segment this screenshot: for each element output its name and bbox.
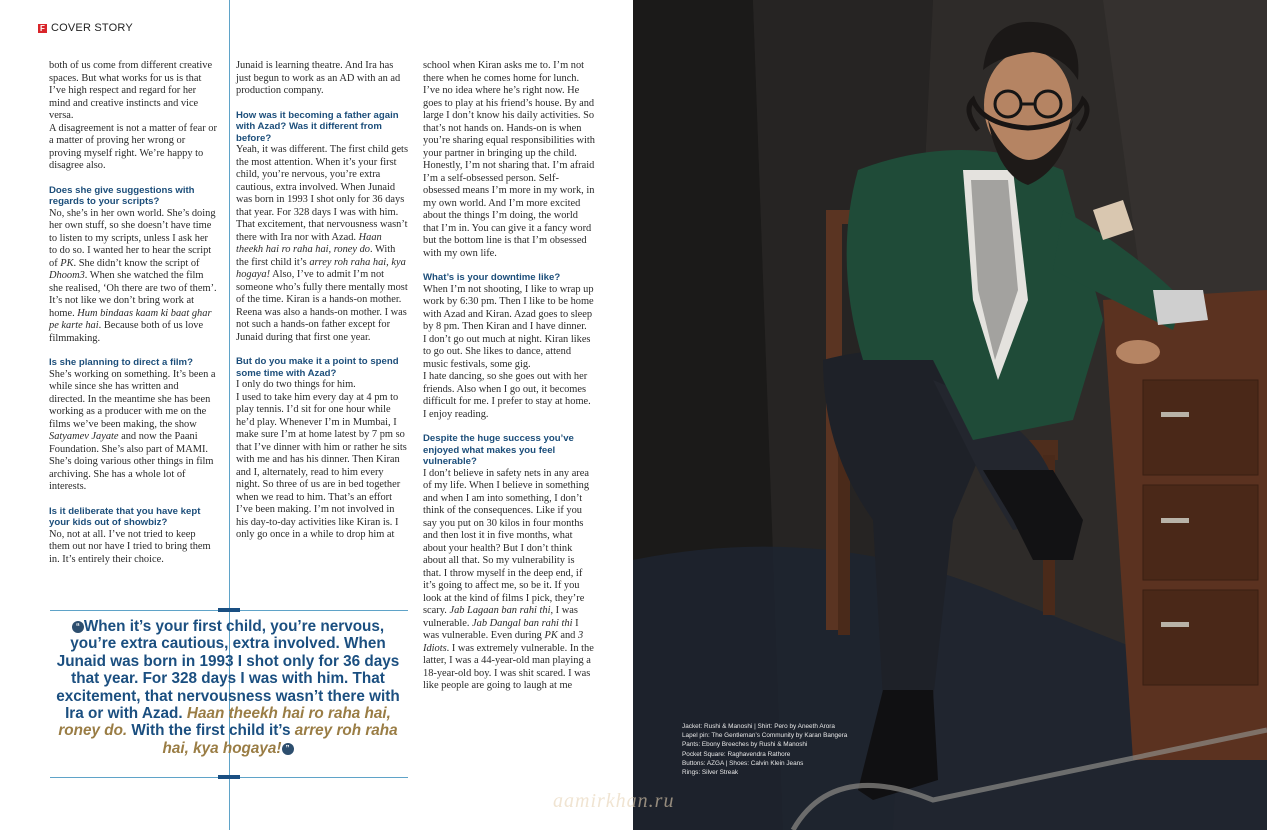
fashion-credits: Jacket: Rushi & Manoshi | Shirt: Pero by Aneeth Arora Lapel pin: The Gentleman’s Community by Karan Bangera Pants: Ebony Breeches by Rushi & Manoshi Pocket Square: Raghavendra Rathore Buttons: AZGA | Shoes: Calvin Klein Jeans Rings: Silver Streak bbox=[682, 723, 848, 777]
close-quote-icon: ” bbox=[282, 743, 294, 755]
paragraph: school when Kiran asks me to. I’m not there when he comes home for lunch. I’ve no idea where he’s right now. He goes to play at his friend’s house. By and large I don’t know his daily activities. So that’s not hands on. Hands-on is when you’re sharing equal responsibilities with your partner in bringing up the child. Honestly, I’m not sharing that. I’m afraid I’m a self-obsessed person. Self-obsessed means I’m more in my work, in my own world. And I’m more excited about the things I’m doing, the world that I’m in. You can give it a fancy word but the bottom line is that I’m obsessed with my own life. bbox=[423, 60, 595, 259]
answer-paragraph: Yeah, it was different. The first child gets the most attention. When it’s your first child, you’re nervous, you’re extra cautious, extra involved. When Junaid was born in 1993 I shot only for 36 days that year. For 328 days I was with him. That excitement, that nervousness wasn’t there with Ira nor with Azad. Haan theekh hai ro raha hai, roney do. With the first child it’s arrey roh raha hai, kya hogaya! Also, I’ve to admit I’m not someone who’s fully there mentally most of the time. Kiran is a hands-on mother. Reena was also a hands-on mother. I was not such a hands-on father except for Junaid during that first one year. bbox=[236, 144, 408, 343]
magazine-logo-icon: F bbox=[38, 24, 47, 33]
question-heading: But do you make it a point to spend some time with Azad? bbox=[236, 356, 399, 379]
column-2 bbox=[236, 60, 408, 554]
column-3 bbox=[423, 60, 595, 705]
pullquote-bottom-mark bbox=[218, 775, 240, 779]
left-page bbox=[0, 0, 633, 830]
question-heading: How was it becoming a father again with Azad? Was it different from before? bbox=[236, 109, 399, 144]
section-label: COVER STORY bbox=[51, 22, 133, 34]
answer-paragraph: No, she’s in her own world. She’s doing her own stuff, so she doesn’t have time to listen to my scripts, unless I ask her to do so. I wanted her to hear the script of PK. She didn’t know the script of Dhoom3. When she watched the film she realised, ‘Oh there are two of them’. It’s not like we don’t bring work at home. Hum bindaas kaam ki baat ghar pe karte hai. Because both of us love filmmaking. bbox=[49, 207, 217, 344]
watermark: aamirkhan.ru bbox=[553, 790, 675, 812]
question-heading: What’s is your downtime like? bbox=[423, 272, 561, 283]
answer-paragraph: No, not at all. I’ve not tried to keep them out nor have I tried to bring them in. It’s entirely their choice. bbox=[49, 528, 211, 565]
question-heading: Despite the huge success you’ve enjoyed what makes you feel vulnerable? bbox=[423, 433, 574, 467]
cover-photo bbox=[553, 0, 1267, 830]
pullquote-top-mark bbox=[218, 608, 240, 612]
paragraph: both of us come from different creative spaces. But what works for us is that I’ve high respect and regard for her mind and creative instincts and vice versa. bbox=[49, 60, 213, 121]
pullquote: “ When it’s your first child, you’re nervous, you’re extra cautious, extra involved. When Junaid was born in 1993 I shot only for 36 days that year. For 328 days I was with him. That excitement, that nervousness wasn’t there with Ira or with Azad. Haan theekh hai ro raha hai, roney do. With the first child it’s arrey roh raha hai, kya hogaya! ” bbox=[56, 618, 400, 757]
question-heading: Does she give suggestions with regards to your scripts? bbox=[49, 184, 195, 207]
answer-paragraph: I don’t go out much at night. Kiran likes to go out. She likes to dance, attend music festivals, some gig. bbox=[423, 333, 591, 370]
paragraph: A disagreement is not a matter of fear or a matter of proving her wrong or proving myself right. We’re happy to disagree also. bbox=[49, 122, 217, 171]
paragraph: Junaid is learning theatre. And Ira has just begun to work as an AD with an ad production company. bbox=[236, 60, 401, 96]
answer-paragraph: I used to take him every day at 4 pm to play tennis. I’d sit for one hour while he’d play. Whenever I’m in Mumbai, I make sure I’m at home latest by 7 pm so that I’ve dinner with him or rather he sits with me and has his dinner. Then Kiran and I, alternately, read to him every night. So three of us are in bed together when we read to him. That’s an effort I’ve been making. I’m not involved in his day-to-day activities like Kiran is. I only go once in a while to drop him at bbox=[236, 391, 407, 540]
answer-paragraph: When I’m not shooting, I like to wrap up work by 6:30 pm. Then I like to be home with Azad and Kiran. Azad goes to sleep by 8 pm. Then Kiran and I have dinner. bbox=[423, 283, 594, 332]
section-header bbox=[38, 22, 133, 34]
answer-paragraph: I only do two things for him. bbox=[236, 379, 356, 390]
answer-paragraph: She’s working on something. It’s been a while since she has written and directed. In the meantime she has been working as a producer with me on the films we’ve been making, the show Satyamev Jayate and now the Paani Foundation. She’s also part of MAMI. She’s doing various other things in film archiving. She has a whole lot of interests. bbox=[49, 368, 216, 492]
question-heading: Is it deliberate that you have kept your kids out of showbiz? bbox=[49, 505, 201, 528]
answer-paragraph: I don’t believe in safety nets in any area of my life. When I believe in something and when I am into something, I don’t think of the consequences. Like if you say you put on 30 kilos in four months and then lost it in five months, what about your health? But I don’t think about all that. So my vulnerability is that. I throw myself in the deep end, if it’s going to affect me, so be it. If you look at the kind of films I pick, they’re scary. Jab Lagaan ban rahi thi, I was vulnerable. Jab Dangal ban rahi thi I was vulnerable. Even during PK and 3 Idiots. I was extremely vulnerable. In the latter, I was a 44-year-old man playing a 18-year-old boy. I was shit scared. I was like people are going to laugh at me bbox=[423, 467, 594, 691]
open-quote-icon: “ bbox=[72, 621, 84, 633]
column-1 bbox=[49, 60, 217, 578]
question-heading: Is she planning to direct a film? bbox=[49, 357, 193, 368]
portrait-illustration bbox=[633, 0, 1267, 830]
answer-paragraph: I hate dancing, so she goes out with her friends. Also when I go out, it becomes difficult for me. I prefer to stay at home. I enjoy reading. bbox=[423, 371, 591, 420]
